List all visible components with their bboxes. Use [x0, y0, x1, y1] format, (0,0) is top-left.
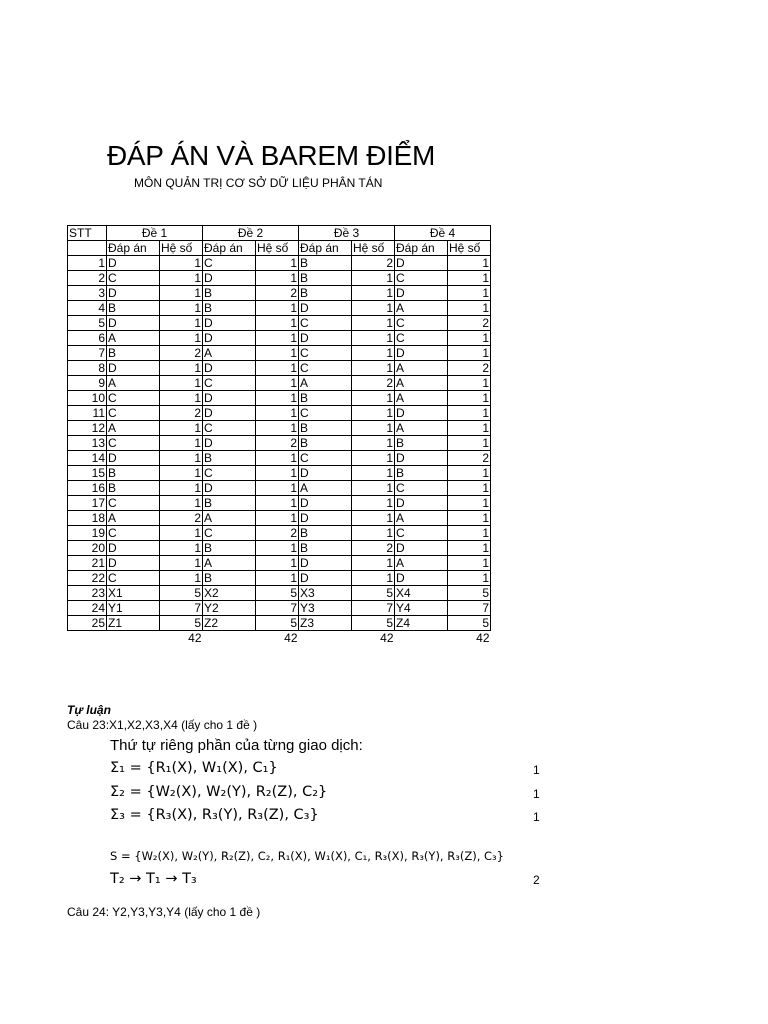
- coefficient-cell: 1: [160, 256, 203, 271]
- answer-cell: D: [395, 406, 448, 421]
- answer-cell: C: [395, 316, 448, 331]
- answer-cell: A: [107, 511, 160, 526]
- table-row: [68, 361, 491, 376]
- table-header-row: [68, 226, 491, 241]
- coefficient-cell: 1: [352, 571, 395, 586]
- coefficient-cell: 1: [448, 271, 491, 286]
- coefficient-cell: 2: [448, 316, 491, 331]
- total-exam-2: 42: [284, 631, 298, 645]
- answer-cell: C: [203, 526, 256, 541]
- coefficient-cell: 2: [160, 346, 203, 361]
- answer-cell: D: [107, 451, 160, 466]
- row-number: 5: [68, 316, 107, 331]
- answer-cell: X3: [299, 586, 352, 601]
- stt-subheader-empty: [68, 241, 107, 256]
- answer-cell: B: [299, 526, 352, 541]
- table-row: [68, 466, 491, 481]
- coefficient-cell: 1: [448, 331, 491, 346]
- totals-empty: [395, 631, 448, 646]
- answer-header: Đáp án: [203, 241, 256, 256]
- totals-empty: [68, 631, 107, 646]
- row-number: 11: [68, 406, 107, 421]
- transaction-order: T₂ → T₁ → T₃: [110, 871, 197, 887]
- coefficient-cell: 1: [448, 376, 491, 391]
- answer-cell: D: [395, 571, 448, 586]
- row-number: 25: [68, 616, 107, 631]
- coefficient-cell: 1: [256, 346, 299, 361]
- table-row: [68, 616, 491, 631]
- answer-cell: C: [203, 421, 256, 436]
- coefficient-cell: 1: [256, 271, 299, 286]
- coefficient-cell: 1: [256, 556, 299, 571]
- row-number: 7: [68, 346, 107, 361]
- answer-cell: B: [203, 301, 256, 316]
- coefficient-cell: 1: [160, 541, 203, 556]
- answer-cell: C: [107, 406, 160, 421]
- answer-cell: D: [107, 541, 160, 556]
- answer-cell: D: [395, 286, 448, 301]
- coefficient-cell: 5: [256, 586, 299, 601]
- question-23-label: Câu 23:X1,X2,X3,X4 (lấy cho 1 đề ): [67, 718, 258, 732]
- answer-cell: A: [107, 421, 160, 436]
- coefficient-cell: 1: [352, 421, 395, 436]
- sigma-3-equation: Σ₃ = {R₃(X), R₃(Y), R₃(Z), C₃}: [110, 807, 319, 823]
- answer-cell: D: [395, 496, 448, 511]
- table-row: [68, 511, 491, 526]
- answer-cell: A: [107, 376, 160, 391]
- answer-cell: A: [395, 361, 448, 376]
- answer-cell: C: [299, 361, 352, 376]
- coefficient-cell: 1: [352, 346, 395, 361]
- answer-cell: D: [107, 286, 160, 301]
- sigma-1-points: 1: [533, 763, 540, 777]
- coefficient-cell: 1: [256, 301, 299, 316]
- answer-cell: D: [107, 316, 160, 331]
- row-number: 15: [68, 466, 107, 481]
- answer-cell: C: [299, 316, 352, 331]
- coefficient-cell: 1: [352, 286, 395, 301]
- answer-cell: B: [107, 301, 160, 316]
- coefficient-cell: 7: [352, 601, 395, 616]
- answer-cell: C: [299, 346, 352, 361]
- coefficient-cell: 1: [448, 391, 491, 406]
- sigma-2-points: 1: [533, 787, 540, 801]
- table-row: [68, 406, 491, 421]
- coefficient-cell: 7: [160, 601, 203, 616]
- coefficient-cell: 1: [448, 301, 491, 316]
- coefficient-cell: 2: [352, 376, 395, 391]
- coefficient-cell: 1: [448, 286, 491, 301]
- table-row: [68, 526, 491, 541]
- answer-cell: C: [395, 271, 448, 286]
- row-number: 24: [68, 601, 107, 616]
- coefficient-cell: 1: [352, 526, 395, 541]
- table-row: [68, 436, 491, 451]
- answer-cell: D: [299, 301, 352, 316]
- answer-cell: Y4: [395, 601, 448, 616]
- exam-header-3: Đề 3: [299, 226, 395, 241]
- answer-cell: D: [299, 466, 352, 481]
- table-row: [68, 376, 491, 391]
- question-24-label: Câu 24: Y2,Y3,Y3,Y4 (lấy cho 1 đề ): [67, 905, 261, 919]
- total-exam-4: 42: [476, 631, 490, 645]
- answer-cell: X1: [107, 586, 160, 601]
- table-row: [68, 556, 491, 571]
- row-number: 12: [68, 421, 107, 436]
- total-exam-3: 42: [380, 631, 394, 645]
- row-number: 21: [68, 556, 107, 571]
- coefficient-cell: 5: [256, 616, 299, 631]
- answer-cell: B: [107, 346, 160, 361]
- answer-cell: A: [203, 556, 256, 571]
- answer-cell: D: [107, 556, 160, 571]
- answer-cell: Z2: [203, 616, 256, 631]
- coefficient-cell: 1: [160, 331, 203, 346]
- answer-cell: D: [299, 496, 352, 511]
- answer-cell: A: [203, 511, 256, 526]
- answer-cell: D: [203, 316, 256, 331]
- table-row: [68, 331, 491, 346]
- row-number: 2: [68, 271, 107, 286]
- answer-cell: A: [203, 346, 256, 361]
- coefficient-cell: 1: [256, 406, 299, 421]
- coefficient-cell: 1: [352, 496, 395, 511]
- coefficient-cell: 1: [352, 271, 395, 286]
- answer-cell: C: [203, 466, 256, 481]
- coefficient-cell: 1: [352, 481, 395, 496]
- row-number: 1: [68, 256, 107, 271]
- coefficient-cell: 1: [256, 376, 299, 391]
- answer-header: Đáp án: [299, 241, 352, 256]
- coefficient-cell: 1: [448, 571, 491, 586]
- coefficient-cell: 1: [256, 256, 299, 271]
- subject-subtitle: MÔN QUẢN TRỊ CƠ SỞ DỮ LIỆU PHÂN TÁN: [134, 176, 383, 190]
- coefficient-cell: 1: [256, 511, 299, 526]
- table-row: [68, 346, 491, 361]
- row-number: 19: [68, 526, 107, 541]
- table-row: [68, 271, 491, 286]
- coefficient-cell: 1: [448, 466, 491, 481]
- partial-order-intro: Thứ tự riêng phần của từng giao dịch:: [110, 737, 363, 754]
- coefficient-cell: 5: [352, 586, 395, 601]
- exam-header-4: Đề 4: [395, 226, 491, 241]
- coef-header: Hệ số: [352, 241, 395, 256]
- answer-cell: C: [203, 256, 256, 271]
- row-number: 9: [68, 376, 107, 391]
- answer-cell: A: [299, 481, 352, 496]
- answer-cell: X2: [203, 586, 256, 601]
- answer-cell: Z3: [299, 616, 352, 631]
- answer-cell: D: [107, 361, 160, 376]
- answer-header: Đáp án: [107, 241, 160, 256]
- coefficient-cell: 1: [256, 391, 299, 406]
- table-row: [68, 481, 491, 496]
- answer-cell: D: [299, 511, 352, 526]
- coefficient-cell: 2: [256, 286, 299, 301]
- answer-cell: D: [203, 361, 256, 376]
- row-number: 6: [68, 331, 107, 346]
- coefficient-cell: 1: [256, 571, 299, 586]
- coefficient-cell: 1: [448, 481, 491, 496]
- coefficient-cell: 1: [160, 571, 203, 586]
- coefficient-cell: 1: [352, 316, 395, 331]
- coefficient-cell: 1: [160, 391, 203, 406]
- answer-cell: C: [299, 451, 352, 466]
- answer-cell: D: [395, 451, 448, 466]
- answer-cell: Z1: [107, 616, 160, 631]
- coefficient-cell: 1: [352, 331, 395, 346]
- coefficient-cell: 1: [352, 436, 395, 451]
- answer-cell: C: [395, 526, 448, 541]
- coefficient-cell: 2: [448, 451, 491, 466]
- coefficient-cell: 1: [160, 361, 203, 376]
- coefficient-cell: 1: [352, 451, 395, 466]
- totals-empty: [107, 631, 160, 646]
- answer-cell: B: [299, 271, 352, 286]
- table-row: [68, 601, 491, 616]
- answer-cell: B: [299, 256, 352, 271]
- totals-empty: [203, 631, 256, 646]
- coefficient-cell: 1: [160, 421, 203, 436]
- coefficient-cell: 1: [448, 556, 491, 571]
- answer-cell: B: [395, 436, 448, 451]
- coefficient-cell: 2: [160, 511, 203, 526]
- table-row: [68, 586, 491, 601]
- coefficient-cell: 1: [256, 451, 299, 466]
- coefficient-cell: 1: [256, 496, 299, 511]
- row-number: 10: [68, 391, 107, 406]
- answer-cell: D: [203, 391, 256, 406]
- table-subheader-row: [68, 241, 491, 256]
- coefficient-cell: 7: [448, 601, 491, 616]
- answer-cell: C: [107, 571, 160, 586]
- coefficient-cell: 1: [160, 436, 203, 451]
- answer-cell: B: [395, 466, 448, 481]
- coefficient-cell: 2: [352, 541, 395, 556]
- table-row: [68, 496, 491, 511]
- coefficient-cell: 1: [256, 361, 299, 376]
- row-number: 17: [68, 496, 107, 511]
- coef-header: Hệ số: [256, 241, 299, 256]
- coefficient-cell: 1: [448, 421, 491, 436]
- table-row: [68, 571, 491, 586]
- answer-cell: D: [395, 346, 448, 361]
- coefficient-cell: 1: [448, 541, 491, 556]
- answer-cell: A: [395, 421, 448, 436]
- coefficient-cell: 2: [160, 406, 203, 421]
- coefficient-cell: 1: [448, 256, 491, 271]
- stt-header: STT: [68, 226, 107, 241]
- row-number: 23: [68, 586, 107, 601]
- answer-cell: D: [107, 256, 160, 271]
- answer-header: Đáp án: [395, 241, 448, 256]
- answer-cell: B: [299, 421, 352, 436]
- table-row: [68, 316, 491, 331]
- row-number: 14: [68, 451, 107, 466]
- table-row: [68, 421, 491, 436]
- coefficient-cell: 2: [352, 256, 395, 271]
- coefficient-cell: 1: [160, 271, 203, 286]
- answer-cell: A: [395, 556, 448, 571]
- schedule-line: S = {W₂(X), W₂(Y), R₂(Z), C₂, R₁(X), W₁(X), C₁, R₃(X), R₃(Y), R₃(Z), C₃}: [110, 849, 504, 863]
- essay-section-title: Tự luận: [67, 703, 111, 717]
- coefficient-cell: 1: [160, 466, 203, 481]
- answer-cell: A: [395, 376, 448, 391]
- table-row: [68, 391, 491, 406]
- row-number: 20: [68, 541, 107, 556]
- coefficient-cell: 1: [256, 541, 299, 556]
- answer-cell: C: [107, 526, 160, 541]
- coefficient-cell: 5: [448, 616, 491, 631]
- table-row: [68, 541, 491, 556]
- row-number: 18: [68, 511, 107, 526]
- answer-cell: D: [299, 556, 352, 571]
- answer-cell: B: [203, 286, 256, 301]
- answer-cell: C: [395, 481, 448, 496]
- coefficient-cell: 1: [160, 496, 203, 511]
- answer-cell: D: [395, 541, 448, 556]
- answer-table: [67, 225, 491, 645]
- coefficient-cell: 1: [256, 421, 299, 436]
- answer-cell: A: [395, 391, 448, 406]
- coefficient-cell: 1: [256, 466, 299, 481]
- answer-cell: Z4: [395, 616, 448, 631]
- coefficient-cell: 1: [160, 286, 203, 301]
- answer-cell: B: [107, 466, 160, 481]
- answer-cell: X4: [395, 586, 448, 601]
- table-row: [68, 256, 491, 271]
- coefficient-cell: 5: [448, 586, 491, 601]
- sigma-2-equation: Σ₂ = {W₂(X), W₂(Y), R₂(Z), C₂}: [110, 784, 328, 800]
- coefficient-cell: 1: [352, 361, 395, 376]
- coefficient-cell: 5: [352, 616, 395, 631]
- coefficient-cell: 1: [352, 406, 395, 421]
- coefficient-cell: 1: [256, 481, 299, 496]
- coefficient-cell: 1: [352, 466, 395, 481]
- answer-cell: A: [395, 511, 448, 526]
- coefficient-cell: 1: [352, 556, 395, 571]
- coefficient-cell: 5: [160, 586, 203, 601]
- coefficient-cell: 1: [160, 376, 203, 391]
- answer-cell: D: [203, 406, 256, 421]
- answer-cell: B: [203, 496, 256, 511]
- row-number: 3: [68, 286, 107, 301]
- answer-cell: D: [203, 436, 256, 451]
- answer-cell: C: [107, 436, 160, 451]
- answer-cell: C: [107, 271, 160, 286]
- row-number: 4: [68, 301, 107, 316]
- coefficient-cell: 2: [256, 436, 299, 451]
- answer-cell: C: [299, 406, 352, 421]
- exam-header-1: Đề 1: [107, 226, 203, 241]
- row-number: 16: [68, 481, 107, 496]
- coefficient-cell: 2: [448, 361, 491, 376]
- coefficient-cell: 1: [160, 301, 203, 316]
- answer-cell: D: [203, 481, 256, 496]
- coefficient-cell: 2: [256, 526, 299, 541]
- answer-cell: D: [203, 331, 256, 346]
- coefficient-cell: 1: [448, 526, 491, 541]
- totals-row: [68, 631, 491, 646]
- answer-cell: B: [203, 571, 256, 586]
- coefficient-cell: 1: [352, 301, 395, 316]
- totals-empty: [299, 631, 352, 646]
- coefficient-cell: 1: [352, 391, 395, 406]
- coef-header: Hệ số: [160, 241, 203, 256]
- order-points: 2: [533, 873, 540, 887]
- answer-cell: B: [299, 391, 352, 406]
- coefficient-cell: 1: [256, 316, 299, 331]
- table-row: [68, 301, 491, 316]
- coefficient-cell: 1: [160, 556, 203, 571]
- coefficient-cell: 1: [160, 481, 203, 496]
- coefficient-cell: 1: [448, 511, 491, 526]
- answer-cell: C: [203, 376, 256, 391]
- coefficient-cell: 1: [448, 406, 491, 421]
- sigma-3-points: 1: [533, 810, 540, 824]
- answer-cell: A: [107, 331, 160, 346]
- answer-cell: A: [395, 301, 448, 316]
- sigma-1-equation: Σ₁ = {R₁(X), W₁(X), C₁}: [110, 760, 278, 776]
- row-number: 22: [68, 571, 107, 586]
- answer-cell: Y1: [107, 601, 160, 616]
- coef-header: Hệ số: [448, 241, 491, 256]
- row-number: 8: [68, 361, 107, 376]
- answer-cell: B: [107, 481, 160, 496]
- answer-cell: C: [107, 391, 160, 406]
- coefficient-cell: 1: [160, 526, 203, 541]
- coefficient-cell: 1: [448, 346, 491, 361]
- answer-cell: Y3: [299, 601, 352, 616]
- coefficient-cell: 1: [352, 511, 395, 526]
- answer-cell: D: [203, 271, 256, 286]
- exam-header-2: Đề 2: [203, 226, 299, 241]
- coefficient-cell: 7: [256, 601, 299, 616]
- coefficient-cell: 1: [256, 331, 299, 346]
- answer-cell: B: [299, 286, 352, 301]
- answer-cell: A: [299, 376, 352, 391]
- answer-cell: B: [299, 541, 352, 556]
- answer-cell: C: [395, 331, 448, 346]
- coefficient-cell: 1: [448, 496, 491, 511]
- table-row: [68, 286, 491, 301]
- answer-cell: B: [203, 541, 256, 556]
- coefficient-cell: 1: [160, 451, 203, 466]
- coefficient-cell: 1: [160, 316, 203, 331]
- table-row: [68, 451, 491, 466]
- coefficient-cell: 5: [160, 616, 203, 631]
- answer-cell: Y2: [203, 601, 256, 616]
- answer-cell: B: [299, 436, 352, 451]
- answer-cell: C: [107, 496, 160, 511]
- answer-cell: D: [395, 256, 448, 271]
- row-number: 13: [68, 436, 107, 451]
- coefficient-cell: 1: [448, 436, 491, 451]
- answer-cell: B: [203, 451, 256, 466]
- answer-cell: D: [299, 571, 352, 586]
- page-title: ĐÁP ÁN VÀ BAREM ĐIỂM: [107, 140, 436, 171]
- answer-cell: D: [299, 331, 352, 346]
- total-exam-1: 42: [188, 631, 202, 645]
